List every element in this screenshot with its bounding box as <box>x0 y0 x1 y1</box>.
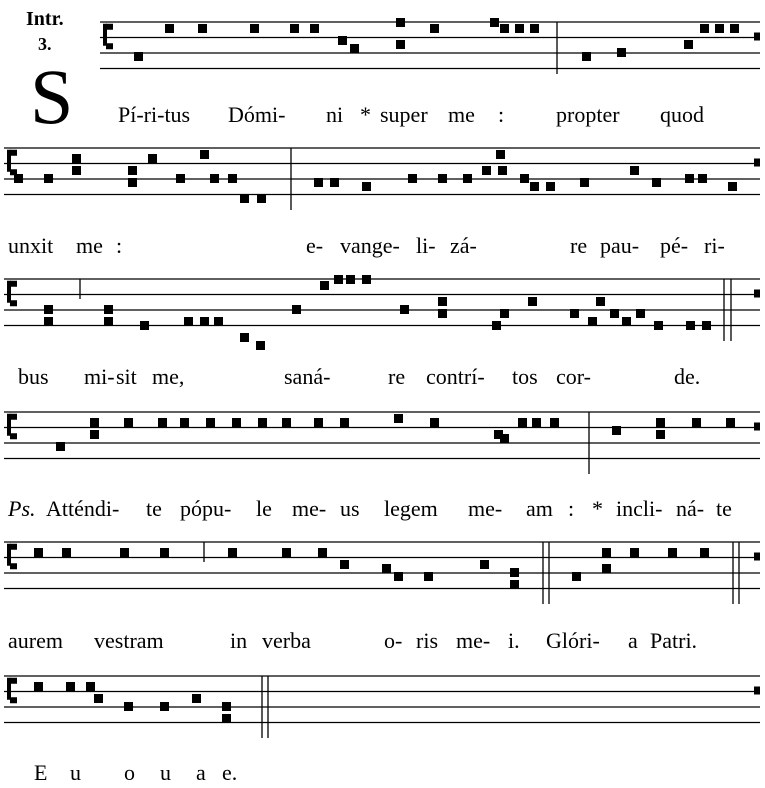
neume-note <box>612 426 621 435</box>
neume-note <box>240 194 249 203</box>
lyric-syllable: Atténdi- <box>46 496 120 521</box>
lyric-syllable: cor- <box>556 364 591 389</box>
neume-note <box>394 572 403 581</box>
lyric-syllable: te <box>146 496 162 521</box>
lyric-syllable: pé- <box>660 233 689 258</box>
lyric-syllable: me <box>76 233 103 258</box>
neume-note <box>630 166 639 175</box>
lyric-syllable: Patri. <box>650 628 698 653</box>
lyric-syllable: o <box>124 760 135 785</box>
lyric-syllable: me- <box>456 628 491 653</box>
neume-note <box>148 154 157 163</box>
neume-note <box>654 321 663 330</box>
neume-note <box>463 174 472 183</box>
lyric-syllable: tos <box>512 364 538 389</box>
neume-note <box>702 321 711 330</box>
neume-note <box>492 321 501 330</box>
neume-note <box>500 434 509 443</box>
c-clef-icon <box>10 150 17 156</box>
neume-note <box>528 297 537 306</box>
lyric-syllable: propter <box>556 102 620 127</box>
neume-note <box>424 572 433 581</box>
neume-note <box>310 24 319 33</box>
neume-note <box>396 40 405 49</box>
neume-note <box>200 317 209 326</box>
neume-note <box>698 174 707 183</box>
lyric-syllable: me- <box>468 496 503 521</box>
lyric-syllable: u <box>70 760 81 785</box>
neume-note <box>222 714 231 723</box>
lyric-syllable: incli- <box>616 496 663 521</box>
neume-note <box>86 682 95 691</box>
lyric-syllable: am <box>526 496 553 521</box>
neume-note <box>596 297 605 306</box>
neume-note <box>228 548 237 557</box>
lyric-syllable: li- <box>416 233 436 258</box>
neume-note <box>210 174 219 183</box>
neume-note <box>128 166 137 175</box>
lyric-syllable: : <box>498 102 505 127</box>
neume-note <box>14 174 23 183</box>
neume-note <box>438 309 447 318</box>
lyric-syllable: e. <box>222 760 238 785</box>
neume-note <box>292 305 301 314</box>
neume-note <box>206 418 215 427</box>
custos <box>754 423 760 431</box>
neume-note <box>656 418 665 427</box>
lyric-syllable: a <box>628 628 638 653</box>
neume-note <box>282 548 291 557</box>
neume-note <box>104 317 113 326</box>
lyric-syllable: super <box>380 102 428 127</box>
lyric-syllable: me, <box>152 364 185 389</box>
custos <box>754 687 760 695</box>
neume-note <box>588 317 597 326</box>
c-clef-icon <box>106 24 113 30</box>
neume-note <box>346 275 355 284</box>
neume-note <box>400 305 409 314</box>
neume-note <box>350 44 359 53</box>
neume-note <box>692 418 701 427</box>
neume-note <box>44 174 53 183</box>
neume-note <box>630 548 639 557</box>
neume-note <box>198 24 207 33</box>
neume-note <box>480 560 489 569</box>
neume-note <box>318 548 327 557</box>
neume-note <box>180 418 189 427</box>
neume-note <box>34 548 43 557</box>
lyric-syllable: legem <box>384 496 438 521</box>
lyric-syllable: Pí-ri-tus <box>118 102 191 127</box>
neume-note <box>684 40 693 49</box>
lyric-syllable: le <box>256 496 272 521</box>
neume-note <box>158 418 167 427</box>
lyric-syllable: Glóri- <box>546 628 600 653</box>
neume-note <box>580 178 589 187</box>
neume-note <box>610 309 619 318</box>
initial-letter: S <box>30 53 74 140</box>
neume-note <box>546 182 555 191</box>
neume-note <box>282 418 291 427</box>
neume-note <box>120 548 129 557</box>
neume-note <box>44 317 53 326</box>
lyric-syllable: : <box>116 233 123 258</box>
lyric-syllable: bus <box>18 364 49 389</box>
neume-note <box>362 275 371 284</box>
neume-note <box>160 548 169 557</box>
neume-note <box>340 560 349 569</box>
lyric-syllable: te <box>716 496 732 521</box>
c-clef-icon <box>106 43 113 49</box>
neume-note <box>184 317 193 326</box>
neume-note <box>572 572 581 581</box>
lyric-syllable: pópu- <box>180 496 232 521</box>
neume-note <box>430 24 439 33</box>
lyric-syllable: re <box>388 364 406 389</box>
custos <box>754 290 760 298</box>
neume-note <box>90 430 99 439</box>
neume-note <box>408 174 417 183</box>
neume-note <box>256 341 265 350</box>
neume-note <box>258 418 267 427</box>
lyric-syllable: us <box>340 496 360 521</box>
neume-note <box>550 418 559 427</box>
neume-note <box>240 333 249 342</box>
neume-note <box>500 24 509 33</box>
neume-note <box>686 321 695 330</box>
c-clef-icon <box>10 281 17 287</box>
neume-note <box>496 150 505 159</box>
neume-note <box>438 174 447 183</box>
neume-note <box>72 154 81 163</box>
c-clef-icon <box>10 544 17 550</box>
neume-note <box>44 305 53 314</box>
neume-note <box>222 702 231 711</box>
neume-note <box>515 24 524 33</box>
neume-note <box>622 317 631 326</box>
neume-note <box>438 297 447 306</box>
neume-note <box>340 418 349 427</box>
neume-note <box>66 682 75 691</box>
neume-note <box>334 275 343 284</box>
neume-note <box>56 442 65 451</box>
c-clef-icon <box>10 697 17 703</box>
lyric-syllable: ni <box>326 102 344 127</box>
lyric-syllable: mi- <box>84 364 115 389</box>
neume-note <box>490 18 499 27</box>
neume-note <box>94 694 103 703</box>
neume-note <box>617 48 626 57</box>
lyric-syllable: : <box>568 496 575 521</box>
neume-note <box>728 182 737 191</box>
lyric-syllable: saná- <box>284 364 331 389</box>
lyric-syllable: a <box>196 760 206 785</box>
c-clef-icon <box>10 414 17 420</box>
neume-note <box>510 568 519 577</box>
neume-note <box>257 194 266 203</box>
neume-note <box>394 414 403 423</box>
neume-note <box>72 166 81 175</box>
mode-number: 3. <box>38 34 52 54</box>
c-clef-icon <box>10 678 17 684</box>
lyric-syllable: contrí- <box>426 364 485 389</box>
lyric-syllable: re <box>570 233 588 258</box>
neume-note <box>730 24 739 33</box>
neume-note <box>570 309 579 318</box>
neume-note <box>396 18 405 27</box>
lyric-syllable: i. <box>508 628 520 653</box>
lyric-syllable: * <box>360 102 371 127</box>
neume-note <box>510 580 519 589</box>
neume-note <box>700 24 709 33</box>
lyric-syllable: sit <box>116 364 137 389</box>
neume-note <box>290 24 299 33</box>
neume-note <box>330 178 339 187</box>
neume-note <box>520 174 529 183</box>
neume-note <box>530 182 539 191</box>
c-clef-icon <box>10 563 17 569</box>
neume-note <box>104 305 113 314</box>
lyric-syllable: me <box>448 102 475 127</box>
lyric-syllable: u <box>160 760 171 785</box>
neume-note <box>176 174 185 183</box>
neume-note <box>165 24 174 33</box>
custos <box>754 159 760 167</box>
neume-note <box>532 418 541 427</box>
neume-note <box>656 430 665 439</box>
neume-note <box>726 418 735 427</box>
lyric-syllable: Dómi- <box>228 102 286 127</box>
neume-note <box>685 174 694 183</box>
neume-note <box>34 682 43 691</box>
neume-note <box>338 36 347 45</box>
lyric-syllable: zá- <box>450 233 477 258</box>
c-clef-icon <box>10 300 17 306</box>
neume-note <box>128 178 137 187</box>
lyric-syllable: o- <box>384 628 403 653</box>
neume-note <box>134 52 143 61</box>
neume-note <box>320 281 329 290</box>
lyric-syllable: pau- <box>600 233 640 258</box>
custos <box>754 553 760 561</box>
neume-note <box>250 24 259 33</box>
neume-note <box>500 309 509 318</box>
lyric-syllable: unxit <box>8 233 54 258</box>
neume-note <box>668 548 677 557</box>
lyric-syllable: e- <box>306 233 324 258</box>
neume-note <box>582 52 591 61</box>
lyric-syllable: E <box>34 760 48 785</box>
neume-note <box>124 702 133 711</box>
neume-note <box>362 182 371 191</box>
neume-note <box>715 24 724 33</box>
c-clef-icon <box>10 433 17 439</box>
neume-note <box>90 418 99 427</box>
neume-note <box>314 418 323 427</box>
neume-note <box>214 317 223 326</box>
neume-note <box>200 150 209 159</box>
neume-note <box>602 548 611 557</box>
intr-label: Intr. <box>26 8 64 30</box>
lyric-syllable: * <box>592 496 603 521</box>
neume-note <box>192 694 201 703</box>
neume-note <box>482 166 491 175</box>
lyric-syllable: ri- <box>704 233 725 258</box>
neume-note <box>232 418 241 427</box>
neume-note <box>518 418 527 427</box>
neume-note <box>652 178 661 187</box>
neume-note <box>700 548 709 557</box>
neume-note <box>124 418 133 427</box>
lyric-syllable: vestram <box>94 628 164 653</box>
neume-note <box>430 418 439 427</box>
lyric-syllable: ris <box>416 628 438 653</box>
neume-note <box>382 564 391 573</box>
neume-note <box>636 309 645 318</box>
neume-note <box>62 548 71 557</box>
lyric-syllable: aurem <box>8 628 63 653</box>
lyric-syllable: verba <box>262 628 311 653</box>
neume-note <box>140 321 149 330</box>
neume-note <box>314 178 323 187</box>
lyric-syllable: ná- <box>676 496 705 521</box>
lyric-syllable: vange- <box>340 233 400 258</box>
lyric-syllable: in <box>230 628 248 653</box>
neume-note <box>498 166 507 175</box>
neume-note <box>530 24 539 33</box>
psalm-label: Ps. <box>8 496 36 521</box>
neume-note <box>160 702 169 711</box>
lyric-syllable: me- <box>292 496 327 521</box>
lyric-syllable: de. <box>674 364 701 389</box>
custos <box>754 33 760 41</box>
neume-note <box>602 564 611 573</box>
neume-note <box>228 174 237 183</box>
lyric-syllable: quod <box>660 102 704 127</box>
